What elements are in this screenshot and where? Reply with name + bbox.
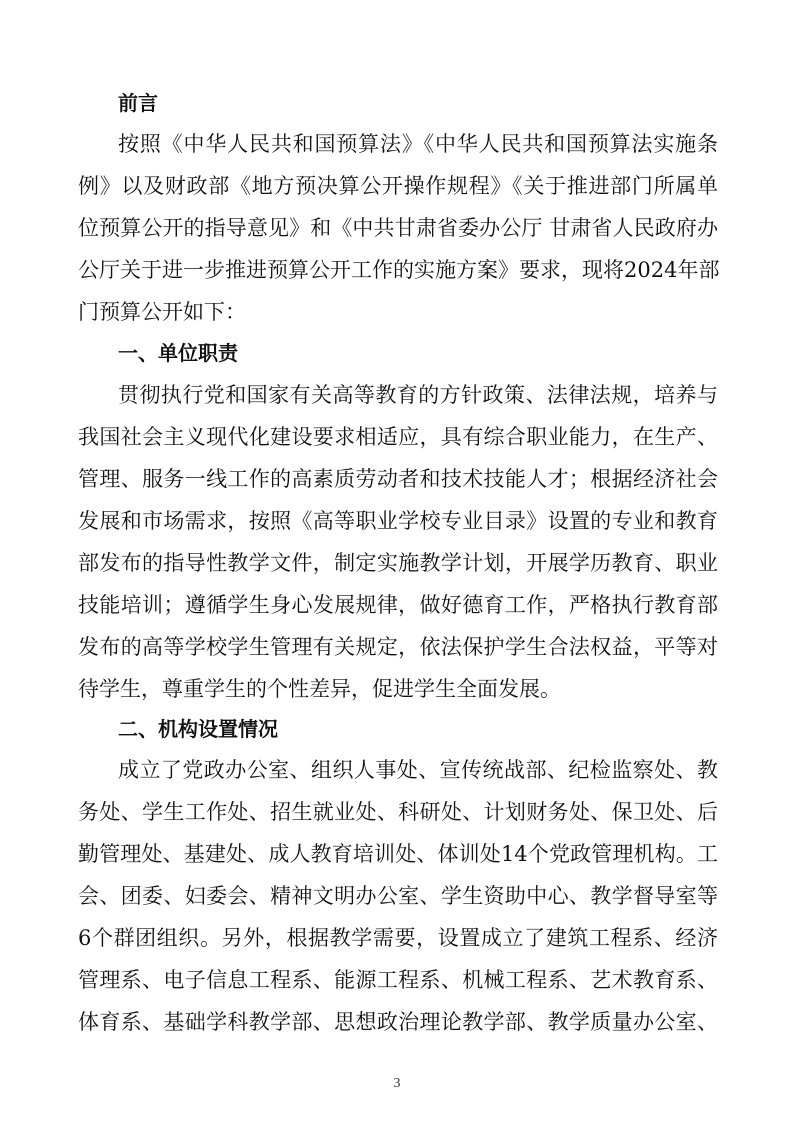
section1-line: 发展和市场需求，按照《高等职业学校专业目录》设置的专业和教育 — [78, 509, 718, 533]
section1-line: 技能培训；遵循学生身心发展规律，做好德育工作，严格执行教育部 — [78, 593, 718, 617]
preface-line: 例》以及财政部《地方预决算公开操作规程》《关于推进部门所属单 — [78, 174, 718, 198]
section1-line: 管理、服务一线工作的高素质劳动者和技术技能人才；根据经济社会 — [78, 467, 718, 491]
section2-line: 会、团委、妇委会、精神文明办公室、学生资助中心、教学督导室等 — [78, 884, 718, 908]
section2-line: 管理系、电子信息工程系、能源工程系、机械工程系、艺术教育系、 — [78, 968, 718, 992]
section2-line: 体育系、基础学科教学部、思想政治理论教学部、教学质量办公室、 — [78, 1010, 718, 1034]
preface-line: 公厅关于进一步推进预算公开工作的实施方案》要求，现将2024年部 — [78, 258, 720, 282]
section1-line: 部发布的指导性教学文件，制定实施教学计划，开展学历教育、职业 — [78, 551, 718, 575]
section1-line: 待学生，尊重学生的个性差异，促进学生全面发展。 — [78, 677, 561, 701]
preface-line: 门预算公开如下： — [78, 300, 246, 324]
heading-section-1: 一、单位职责 — [118, 341, 238, 365]
section1-line: 贯彻执行党和国家有关高等教育的方针政策、法律法规，培养与 — [118, 383, 718, 407]
heading-section-2: 二、机构设置情况 — [118, 717, 278, 741]
preface-line: 按照《中华人民共和国预算法》《中华人民共和国预算法实施条 — [118, 132, 718, 156]
page-number: 3 — [393, 1076, 401, 1091]
heading-preface: 前言 — [118, 91, 158, 115]
section2-line: 勤管理处、基建处、成人教育培训处、体训处14个党政管理机构。工 — [78, 842, 718, 866]
section2-line: 成立了党政办公室、组织人事处、宣传统战部、纪检监察处、教 — [118, 758, 718, 782]
section2-line: 务处、学生工作处、招生就业处、科研处、计划财务处、保卫处、后 — [78, 800, 718, 824]
section2-line: 6个群团组织。另外，根据教学需要，设置成立了建筑工程系、经济 — [78, 926, 718, 950]
section1-line: 我国社会主义现代化建设要求相适应，具有综合职业能力，在生产、 — [78, 425, 718, 449]
section1-line: 发布的高等学校学生管理有关规定，依法保护学生合法权益，平等对 — [78, 635, 718, 659]
preface-line: 位预算公开的指导意见》和《中共甘肃省委办公厅 甘肃省人民政府办 — [78, 216, 718, 240]
